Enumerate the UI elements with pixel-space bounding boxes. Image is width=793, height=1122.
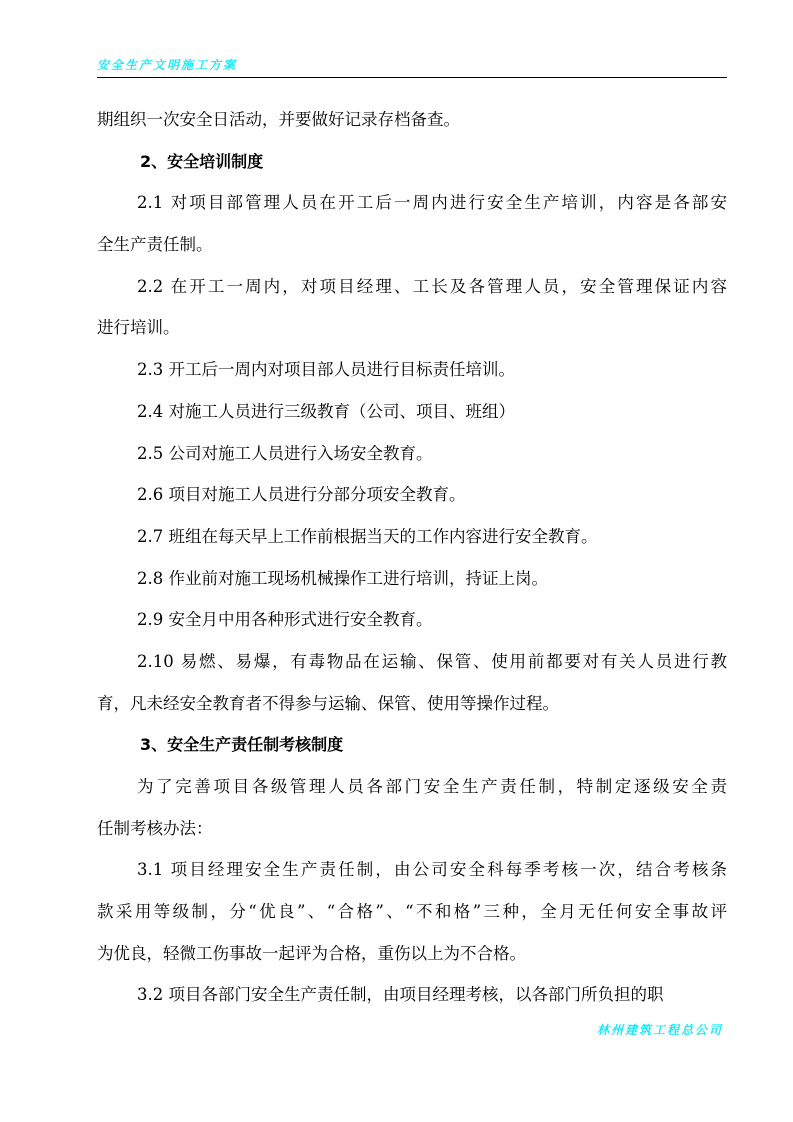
text-line: 2.8 作业前对施工现场机械操作工进行培训，持证上岗。 — [137, 568, 548, 588]
paragraph — [97, 974, 727, 1016]
text-line: 任制考核办法： — [97, 818, 213, 838]
paragraph — [97, 391, 727, 433]
text-line: 2.1 对项目部管理人员在开工后一周内进行安全生产培训，内容是各部安 — [137, 193, 727, 213]
paragraph — [97, 558, 727, 600]
text-line: 育，凡未经安全教育者不得参与运输、保管、使用等操作过程。 — [97, 693, 559, 713]
text-line: 进行培训。 — [97, 318, 180, 338]
section-heading — [97, 141, 727, 183]
paragraph — [97, 182, 727, 265]
text-line: 2.5 公司对施工人员进行入场安全教育。 — [137, 443, 433, 463]
paragraph — [97, 516, 727, 558]
text-line: 3、安全生产责任制考核制度 — [140, 735, 344, 755]
paragraph — [97, 641, 727, 724]
paragraph — [97, 474, 727, 516]
paragraph — [97, 766, 727, 849]
text-line: 为了完善项目各级管理人员各部门安全生产责任制，特制定逐级安全责 — [137, 777, 727, 796]
text-line: 2.2 在开工一周内，对项目经理、工长及各管理人员，安全管理保证内容 — [137, 276, 727, 296]
text-line: 2.6 项目对施工人员进行分部分项安全教育。 — [137, 485, 466, 505]
page-footer-company: 林州建筑工程总公司 — [596, 1023, 723, 1037]
text-line: 3.2 项目各部门安全生产责任制，由项目经理考核，以各部门所负担的职 — [137, 985, 664, 1005]
text-line: 2.10 易燃、易爆，有毒物品在运输、保管、使用前都要对有关人员进行教 — [137, 651, 727, 671]
text-line: 期组织一次安全日活动，并要做好记录存档备查。 — [97, 110, 460, 129]
paragraph — [97, 599, 727, 641]
text-line: 2.9 安全月中用各种形式进行安全教育。 — [137, 610, 433, 630]
header-divider — [97, 77, 727, 78]
text-line: 为优良，轻微工伤事故一起评为合格，重伤以上为不合格。 — [97, 943, 526, 963]
paragraph — [97, 433, 727, 475]
paragraph — [97, 266, 727, 349]
text-line: 2.3 开工后一周内对项目部人员进行目标责任培训。 — [137, 360, 515, 380]
paragraph — [97, 849, 727, 974]
page-header-title: 安全生产文明施工方案 — [97, 58, 238, 72]
text-line: 2.4 对施工人员进行三级教育（公司、项目、班组） — [137, 401, 515, 421]
paragraph — [97, 99, 727, 141]
text-line: 3.1 项目经理安全生产责任制，由公司安全科每季考核一次，结合考核条 — [137, 860, 727, 880]
text-line: 款采用等级制，分“优良”、“合格”、“不和格”三种，全月无任何安全事故评 — [97, 902, 727, 922]
document-body — [97, 99, 727, 1016]
text-line: 2、安全培训制度 — [140, 151, 264, 171]
paragraph — [97, 349, 727, 391]
text-line: 全生产责任制。 — [97, 235, 213, 255]
text-line: 2.7 班组在每天早上工作前根据当天的工作内容进行安全教育。 — [137, 526, 598, 546]
section-heading — [97, 724, 727, 766]
